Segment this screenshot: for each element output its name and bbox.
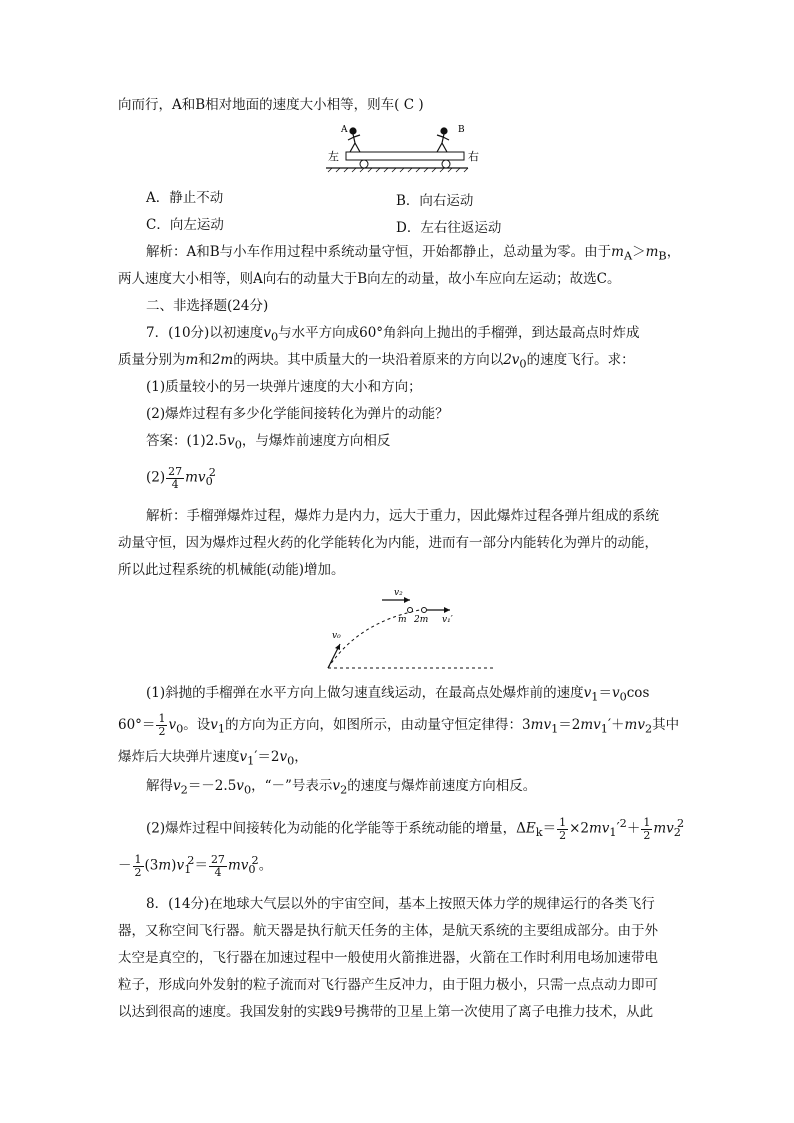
q7-answer-1: 答案：$(1)2.5v_0$，与爆炸前速度方向相反 (146, 433, 391, 452)
cart-figure (322, 120, 479, 176)
q6-analysis-line-2: 两人速度大小相等，则A向右的动量大于B向左的动量，故小车应向左运动；故选C。 (118, 271, 621, 287)
q7-solution-1-line-1: (1)斜抛的手榴弹在水平方向上做匀速直线运动，在最高点处爆炸前的速度$v_1=v_0\cos$ (146, 685, 650, 704)
option-a: A．静止不动 (146, 190, 224, 206)
label-v0: v₀ (332, 631, 341, 641)
person-a (348, 128, 360, 152)
q6-analysis-line-1: 解析：A和B与小车作用过程中系统动量守恒，开始都静止，总动量为零。由于$m_A>m_B$， (146, 244, 681, 263)
ground-hatching (328, 168, 468, 172)
q7-solution-2-line-2: － $\frac{1}{2}$ $(3m)v_1^2=$ $\frac{27}{4}$ $mv_0^2$。 (118, 852, 273, 879)
q7-sub-question-1: (1)质量较小的另一块弹片速度的大小和方向； (146, 379, 422, 395)
q7-analysis-line-2: 动量守恒，因为爆炸过程火药的化学能转化为内能，进而有一部分内能转化为弹片的动能， (118, 535, 658, 551)
label-m: m (398, 615, 407, 625)
q7-stem-line-2: 质量分别为m和2m的两块。其中质量大的一块沿着原来的方向以$2v_0$的速度飞行。求： (118, 352, 635, 371)
q8-line-2: 器，又称空间飞行器。航天器是执行航天任务的主体，是航天系统的主要组成部分。由于外 (118, 923, 658, 939)
q8-line-5: 以达到很高的速度。我国发射的实践9号携带的卫星上第一次使用了离子电推力技术，从此 (118, 1004, 654, 1020)
label-2m: 2m (414, 615, 429, 625)
option-b: B．向右运动 (396, 193, 474, 209)
q8-line-4: 粒子，形成向外发射的粒子流而对飞行器产生反冲力，由于阻力极小，只需一点点动力即可 (118, 977, 658, 993)
label-b: B (458, 125, 465, 135)
label-a: A (341, 125, 348, 135)
label-left: 左 (328, 150, 339, 163)
q7-solution-1-line-3: 爆炸后大块弹片速度$v_1'=2v_0$， (118, 749, 308, 768)
person-b (437, 128, 449, 152)
q7-solution-1-line-4: 解得$v_2=-2.5v_0$，“－”号表示$v_2$的速度与爆炸前速度方向相反。 (146, 778, 537, 797)
q7-solution-1-line-2: 60°＝ $\frac{1}{2}$ $v_0$。设$v_1$的方向为正方向，如图所示，由动量守恒定律得：$3mv_1=2mv_1'+mv_2$其中 (118, 712, 680, 738)
q7-sub-question-2: (2)爆炸过程有多少化学能间接转化为弹片的动能？ (146, 406, 449, 422)
cart-wheel-left (360, 160, 368, 168)
label-v1-prime: v₁′ (442, 615, 453, 625)
q7-analysis-line-3: 所以此过程系统的机械能(动能)增加。 (118, 562, 345, 578)
cart-wheel-right (442, 160, 450, 168)
trajectory-figure (318, 584, 498, 674)
q7-answer-2: (2) $\frac{27}{4}$ $mv_0^2$ (146, 464, 216, 491)
fragment-m (408, 608, 413, 613)
q7-solution-2-line-1: (2)爆炸过程中间接转化为动能的化学能等于系统动能的增量，$\Delta E_k=$ $\frac{1}{2}$ $\times 2mv_1'^2+$ $\frac{1}{2}$ $mv_2^2$ (146, 815, 685, 842)
q7-stem-line-1: 7．(10分)以初速度$v_0$与水平方向成60°角斜向上抛出的手榴弹，到达最高点时炸成 (146, 325, 640, 344)
cart-body (346, 152, 464, 160)
q7-analysis-line-1: 解析：手榴弹爆炸过程，爆炸力是内力，远大于重力，因此爆炸过程各弹片组成的系统 (146, 508, 659, 524)
option-d: D．左右往返运动 (396, 220, 502, 236)
q6-stem-tail: 向而行，A和B相对地面的速度大小相等，则车( C ) (118, 97, 424, 113)
label-v2: v₂ (394, 588, 403, 598)
label-right: 右 (468, 150, 479, 163)
q8-line-1: 8．(14分)在地球大气层以外的宇宙空间，基本上按照天体力学的规律运行的各类飞行 (146, 896, 655, 912)
section-heading: 二、非选择题(24分) (146, 298, 269, 314)
option-c: C．向左运动 (146, 217, 224, 233)
q8-line-3: 太空是真空的，飞行器在加速过程中一般使用火箭推进器，火箭在工作时利用电场加速带电 (118, 950, 658, 966)
fragment-2m (422, 608, 427, 613)
